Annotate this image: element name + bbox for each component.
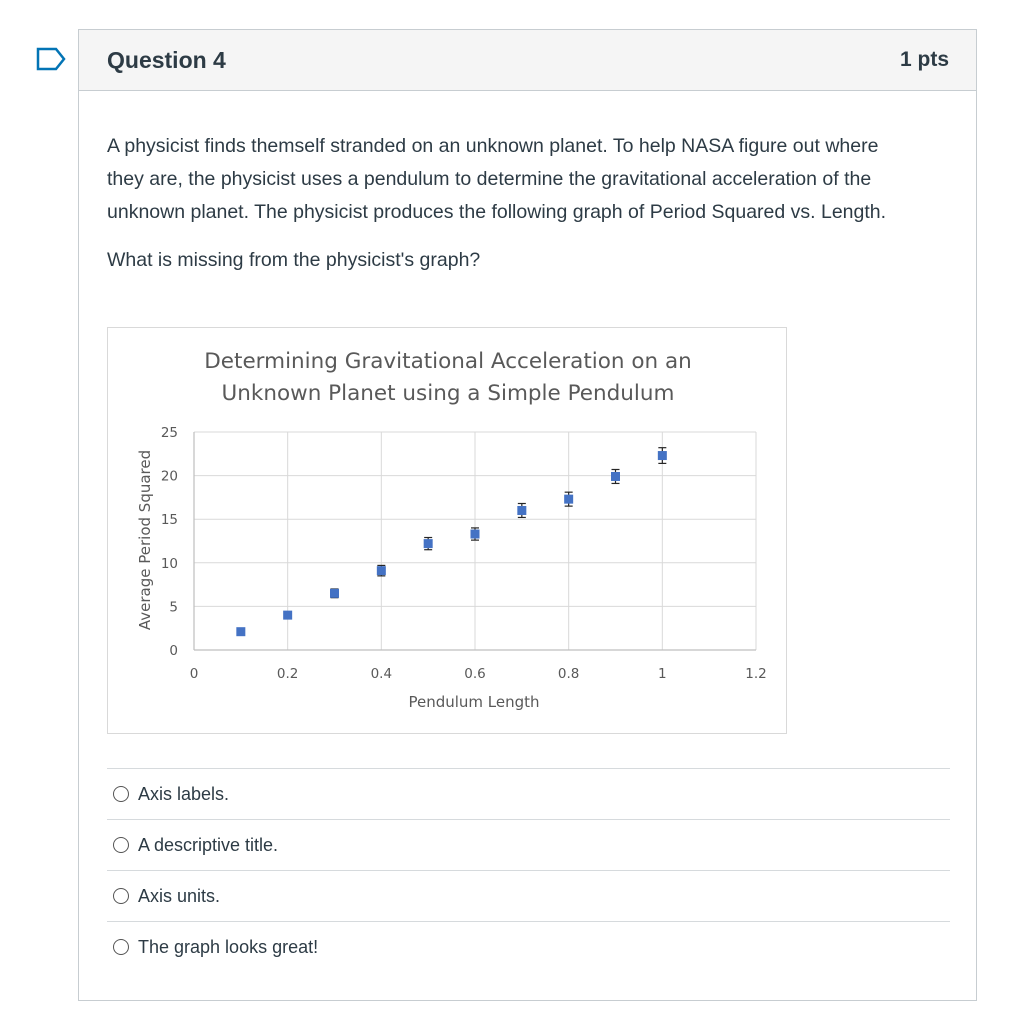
answer-option[interactable] (107, 870, 950, 921)
radio-button[interactable] (113, 837, 129, 853)
radio-button[interactable] (113, 939, 129, 955)
question-title: Question 4 (107, 46, 226, 73)
chart-y-axis-label: Average Period Squared (136, 449, 154, 631)
radio-button[interactable] (113, 786, 129, 802)
data-point (658, 451, 667, 460)
y-tick-label: 0 (169, 643, 178, 659)
bookmark-flag-icon[interactable] (36, 47, 66, 71)
answer-label[interactable]: A descriptive title. (138, 834, 279, 855)
data-point (283, 611, 292, 620)
question-prompt: What is missing from the physicist's graph? (107, 249, 481, 271)
data-point (517, 506, 526, 515)
x-tick-label: 1 (658, 666, 667, 682)
answer-label[interactable]: Axis units. (138, 885, 221, 906)
data-point (424, 539, 433, 548)
chart-x-axis-label: Pendulum Length (408, 693, 540, 711)
chart-image (107, 327, 787, 734)
chart-grid (194, 432, 756, 650)
scatter-chart (108, 328, 788, 735)
data-point (377, 566, 386, 575)
question-card (78, 29, 977, 1001)
data-point (330, 589, 339, 598)
y-tick-label: 20 (160, 468, 178, 485)
data-point (236, 627, 245, 636)
x-tick-label: 0.4 (370, 666, 393, 682)
question-body (107, 130, 907, 277)
data-point (611, 472, 620, 481)
question-text: A physicist finds themself stranded on an unknown planet. To help NASA figure out where they are, the physicist uses a pendulum to determine the gravitational acceleration of the unknown planet. The physicist produces the following graph of Period Squared vs. Length. (107, 135, 887, 223)
chart-title-line-2: Unknown Planet using a Simple Pendulum (221, 381, 675, 406)
y-tick-label: 25 (160, 425, 178, 441)
data-point (564, 495, 573, 504)
answer-label[interactable]: The graph looks great! (138, 936, 319, 957)
answer-label[interactable]: Axis labels. (138, 783, 230, 804)
question-header (79, 30, 976, 91)
question-points: 1 pts (899, 48, 949, 71)
answer-option[interactable] (107, 768, 950, 819)
x-tick-label: 0.2 (276, 666, 299, 682)
radio-button[interactable] (113, 888, 129, 904)
x-tick-label: 0 (189, 666, 199, 682)
y-tick-label: 5 (169, 599, 178, 616)
answer-list (107, 768, 950, 972)
x-tick-label: 0.6 (464, 666, 486, 682)
x-tick-label: 1.2 (745, 666, 767, 682)
y-tick-label: 15 (160, 512, 178, 529)
chart-title-line-1: Determining Gravitational Acceleration on an (204, 349, 692, 374)
x-tick-label: 0.8 (557, 666, 580, 682)
chart-axes (161, 425, 767, 682)
answer-option[interactable] (107, 921, 950, 972)
y-tick-label: 10 (160, 555, 178, 572)
answer-option[interactable] (107, 819, 950, 870)
data-point (471, 530, 480, 539)
